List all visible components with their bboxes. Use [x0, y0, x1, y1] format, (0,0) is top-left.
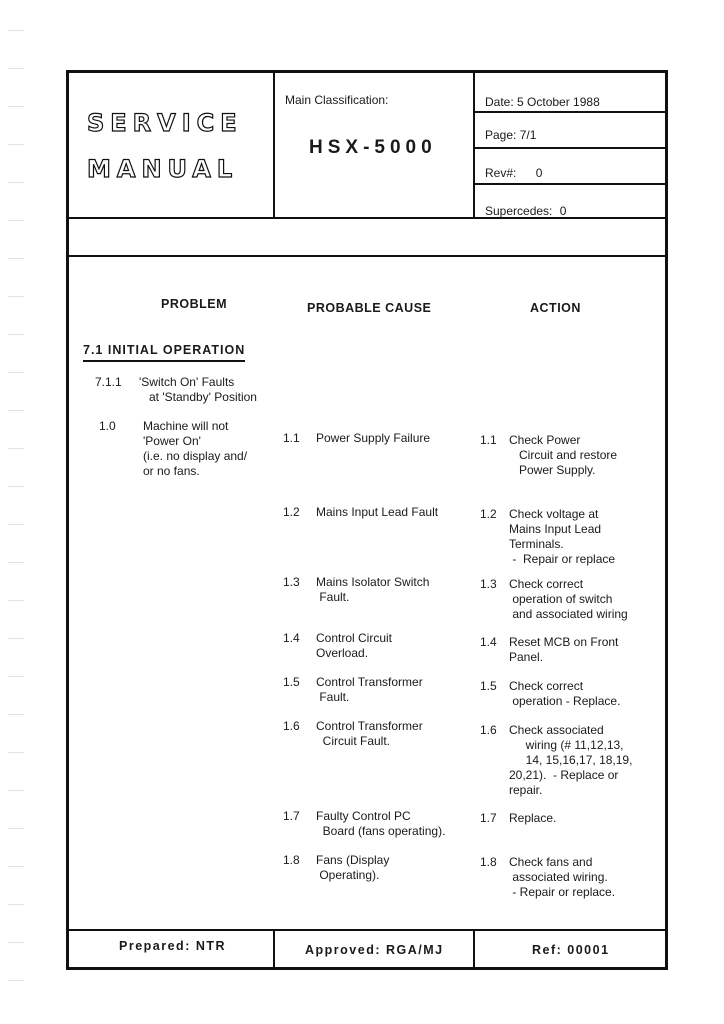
page-value: 7/1 — [519, 128, 537, 142]
margin-tick — [8, 790, 24, 791]
cause-text: Control Transformer Fault. — [316, 675, 423, 704]
service-sheet-frame — [66, 70, 668, 970]
footer-divider-2 — [473, 929, 475, 967]
margin-tick — [8, 866, 24, 867]
action-item — [480, 433, 660, 509]
action-number: 1.3 — [480, 577, 497, 591]
cause-text: Faulty Control PC Board (fans operating). — [316, 809, 446, 838]
cause-number: 1.4 — [283, 631, 300, 645]
action-item — [480, 855, 660, 931]
cause-number: 1.7 — [283, 809, 300, 823]
cause-text: Control Transformer Circuit Fault. — [316, 719, 423, 748]
cause-text: Fans (Display Operating). — [316, 853, 390, 882]
margin-tick — [8, 714, 24, 715]
cause-item — [283, 431, 473, 471]
title-manual: MANUAL — [87, 155, 239, 183]
action-number: 1.5 — [480, 679, 497, 693]
margin-tick — [8, 372, 24, 373]
problem-item — [99, 419, 279, 483]
margin-tick — [8, 258, 24, 259]
problem-number: 1.0 — [99, 419, 116, 433]
cause-item — [283, 675, 473, 715]
cause-text: Mains Input Lead Fault — [316, 505, 439, 519]
action-number: 1.1 — [480, 433, 497, 447]
margin-tick — [8, 676, 24, 677]
cause-number: 1.3 — [283, 575, 300, 589]
rev-label: Rev#: — [485, 166, 517, 180]
action-text: Check Power Circuit and restore Power Supply. — [509, 433, 618, 477]
margin-tick — [8, 600, 24, 601]
footer-divider-1 — [273, 929, 275, 967]
column-problem: PROBLEM — [161, 297, 227, 311]
date-field: Date: 5 October 1988 — [485, 95, 600, 109]
margin-tick — [8, 68, 24, 69]
subsection — [95, 375, 295, 407]
margin-tick — [8, 144, 24, 145]
rev-value: 0 — [535, 166, 543, 180]
cause-text: Control Circuit Overload. — [316, 631, 393, 660]
prepared-by: Prepared: NTR — [119, 939, 227, 953]
cause-item — [283, 631, 473, 671]
action-text: Check fans and associated wiring. - Repair or replace. — [509, 855, 616, 899]
margin-tick — [8, 524, 24, 525]
cause-item — [283, 575, 473, 615]
margin-tick — [8, 182, 24, 183]
margin-tick — [8, 334, 24, 335]
cause-number: 1.8 — [283, 853, 300, 867]
header-cell-rule — [473, 147, 665, 149]
margin-tick — [8, 448, 24, 449]
action-number: 1.2 — [480, 507, 497, 521]
margin-tick — [8, 562, 24, 563]
action-text: Check correct operation - Replace. — [509, 679, 621, 708]
column-cause: PROBABLE CAUSE — [307, 301, 432, 315]
header-cell-rule — [473, 111, 665, 113]
cause-item — [283, 719, 473, 759]
cause-text: Power Supply Failure — [316, 431, 431, 445]
supercedes-value: 0 — [559, 204, 567, 218]
model-number: HSX-5000 — [309, 137, 437, 158]
column-action: ACTION — [530, 301, 581, 315]
margin-tick — [8, 220, 24, 221]
margin-tick — [8, 752, 24, 753]
approved-by: Approved: RGA/MJ — [305, 943, 444, 957]
action-number: 1.6 — [480, 723, 497, 737]
action-text: Check voltage at Mains Input Lead Terminals. - Repair or replace — [509, 507, 616, 566]
margin-tick — [8, 980, 24, 981]
supercedes-field — [485, 204, 566, 218]
header-divider-2 — [473, 73, 475, 217]
rev-field — [485, 166, 542, 180]
subsection-number: 7.1.1 — [95, 375, 122, 389]
title-service: SERVICE — [87, 109, 243, 137]
footer-top-rule — [69, 929, 665, 931]
action-text: Replace. — [509, 811, 557, 825]
header-cell-rule — [473, 183, 665, 185]
problem-text: Machine will not 'Power On' (i.e. no display and/ or no fans. — [143, 419, 248, 478]
cause-number: 1.1 — [283, 431, 300, 445]
action-text: Check associated wiring (# 11,12,13, 14, 15,16,17, 18,19, 20,21). - Replace or repair. — [509, 723, 633, 797]
cause-item — [283, 853, 473, 893]
supercedes-label: Supercedes: — [485, 204, 553, 218]
action-number: 1.4 — [480, 635, 497, 649]
band-bottom-rule — [69, 255, 665, 257]
margin-tick — [8, 30, 24, 31]
margin-tick — [8, 942, 24, 943]
page-field — [485, 128, 536, 142]
margin-marks — [0, 0, 30, 1024]
margin-tick — [8, 486, 24, 487]
action-item — [480, 507, 660, 583]
cause-item — [283, 505, 473, 545]
margin-tick — [8, 106, 24, 107]
section-title: 7.1 INITIAL OPERATION — [83, 343, 245, 362]
header-bottom-rule — [69, 217, 665, 219]
action-item — [480, 723, 660, 799]
action-number: 1.7 — [480, 811, 497, 825]
margin-tick — [8, 296, 24, 297]
cause-number: 1.6 — [283, 719, 300, 733]
subsection-text: 'Switch On' Faults at 'Standby' Position — [139, 375, 257, 404]
cause-number: 1.2 — [283, 505, 300, 519]
margin-tick — [8, 410, 24, 411]
margin-tick — [8, 638, 24, 639]
header-divider-1 — [273, 73, 275, 217]
cause-text: Mains Isolator Switch Fault. — [316, 575, 430, 604]
cause-item — [283, 809, 473, 849]
main-classification-label: Main Classification: — [285, 93, 389, 107]
page-label: Page: — [485, 128, 517, 142]
margin-tick — [8, 828, 24, 829]
margin-tick — [8, 904, 24, 905]
cause-number: 1.5 — [283, 675, 300, 689]
action-number: 1.8 — [480, 855, 497, 869]
reference-number: Ref: 00001 — [532, 943, 610, 957]
action-text: Reset MCB on Front Panel. — [509, 635, 619, 664]
action-text: Check correct operation of switch and associated wiring — [509, 577, 628, 621]
